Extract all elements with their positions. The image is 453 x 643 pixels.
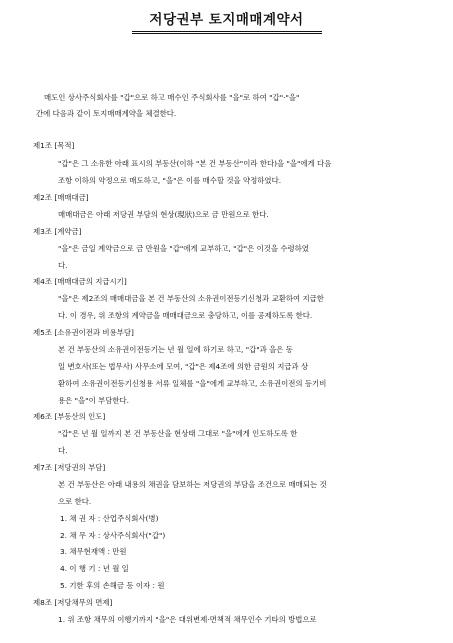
article-1-line-1: "갑"은 그 소유한 아래 표시의 부동산(이하 "본 건 부동산"이라 한다)을 "을"에게 다음 [58, 159, 332, 168]
article-3-line-1: "을"은 금일 계약금으로 금 만원을 "갑"에게 교부하고, "갑"은 이것을 수령하였 [58, 244, 309, 253]
article-5-line-2: 일 변호사(또는 법무사) 사무소에 모여, "갑"은 제4조에 의한 금원의 지급과 상 [58, 362, 309, 371]
title-underline [132, 31, 322, 32]
article-5-heading: 제5조 [소유권이전과 비용부담] [33, 328, 134, 337]
article-7-line-1: 본 건 부동산은 아래 내용의 채권을 담보하는 저당권의 부담을 조건으로 매매되는 것 [58, 480, 327, 489]
article-3-heading: 제3조 [계약금] [33, 227, 82, 236]
article-6-line-2: 다. [58, 446, 68, 455]
article-5-line-1: 본 건 부동산의 소유권이전등기는 년 월 일에 하기로 하고, "갑"과 을은 동 [58, 345, 293, 354]
article-5-line-4: 용은 "을"이 부담한다. [58, 396, 129, 405]
article-3-line-2: 다. [58, 261, 68, 270]
article-7-item-2: 2. 채 무 자 : 상사주식회사("갑") [60, 531, 166, 540]
article-4-line-1: "을"은 제2조의 매매대금을 본 건 부동산의 소유권이전등기신청과 교환하여 지급한 [58, 294, 324, 303]
title-underline-second [132, 33, 322, 34]
article-2-heading: 제2조 [매매대금] [33, 193, 89, 202]
article-7-item-5: 5. 기한 후의 손해금 등 이자 : 원 [60, 581, 165, 590]
article-1-heading: 제1조 [목적] [33, 141, 75, 150]
article-5-line-3: 환하여 소유권이전등기신청용 서류 일체를 "을"에게 교부하고, 소유권이전의 등기비 [58, 379, 327, 388]
article-7-item-4: 4. 이 행 기 : 년 월 일 [60, 564, 129, 573]
article-7-heading: 제7조 [저당권의 부담] [33, 463, 106, 472]
article-1-line-2: 조항 이하의 약정으로 매도하고, "을"은 이를 매수할 것을 약정하였다. [58, 176, 282, 185]
article-6-line-1: "갑"은 년 월 일까지 본 건 부동산을 현상태 그대로 "을"에게 인도하도록 한 [58, 429, 298, 438]
intro-line-2: 간에 다음과 같이 토지매매계약을 체결한다. [36, 109, 177, 118]
article-7-line-2: 으로 한다. [58, 497, 92, 506]
article-7-item-3: 3. 채무현재액 : 만원 [60, 547, 127, 556]
article-6-heading: 제6조 [부동산의 인도] [33, 412, 106, 421]
page-title: 저당권부 토지매매계약서 [149, 12, 304, 28]
article-7-item-1: 1. 채 권 자 : 산업주식회사(병) [60, 514, 159, 523]
article-8-heading: 제8조 [저당채무의 면제] [33, 598, 113, 607]
article-4-heading: 제4조 [매매대금의 지급시기] [33, 277, 127, 286]
intro-line-1: 매도인 상사주식회사를 "갑"으로 하고 매수인 주식회사를 "을"로 하여 "갑"·"을" [44, 93, 300, 102]
article-4-line-2: 다. 이 경우, 위 조항의 계약금을 매매대금으로 충당하고, 이를 공제하도록 한다. [58, 311, 313, 320]
article-8-line-1: 1. 위 조항 채무의 이행기까지 "을"은 대위변제·면책적 채무인수 기타의 방법으로 [58, 615, 317, 624]
article-2-line-1: 매매대금은 아래 저당권 부담의 현상(現狀)으로 금 만원으로 한다. [58, 210, 269, 219]
